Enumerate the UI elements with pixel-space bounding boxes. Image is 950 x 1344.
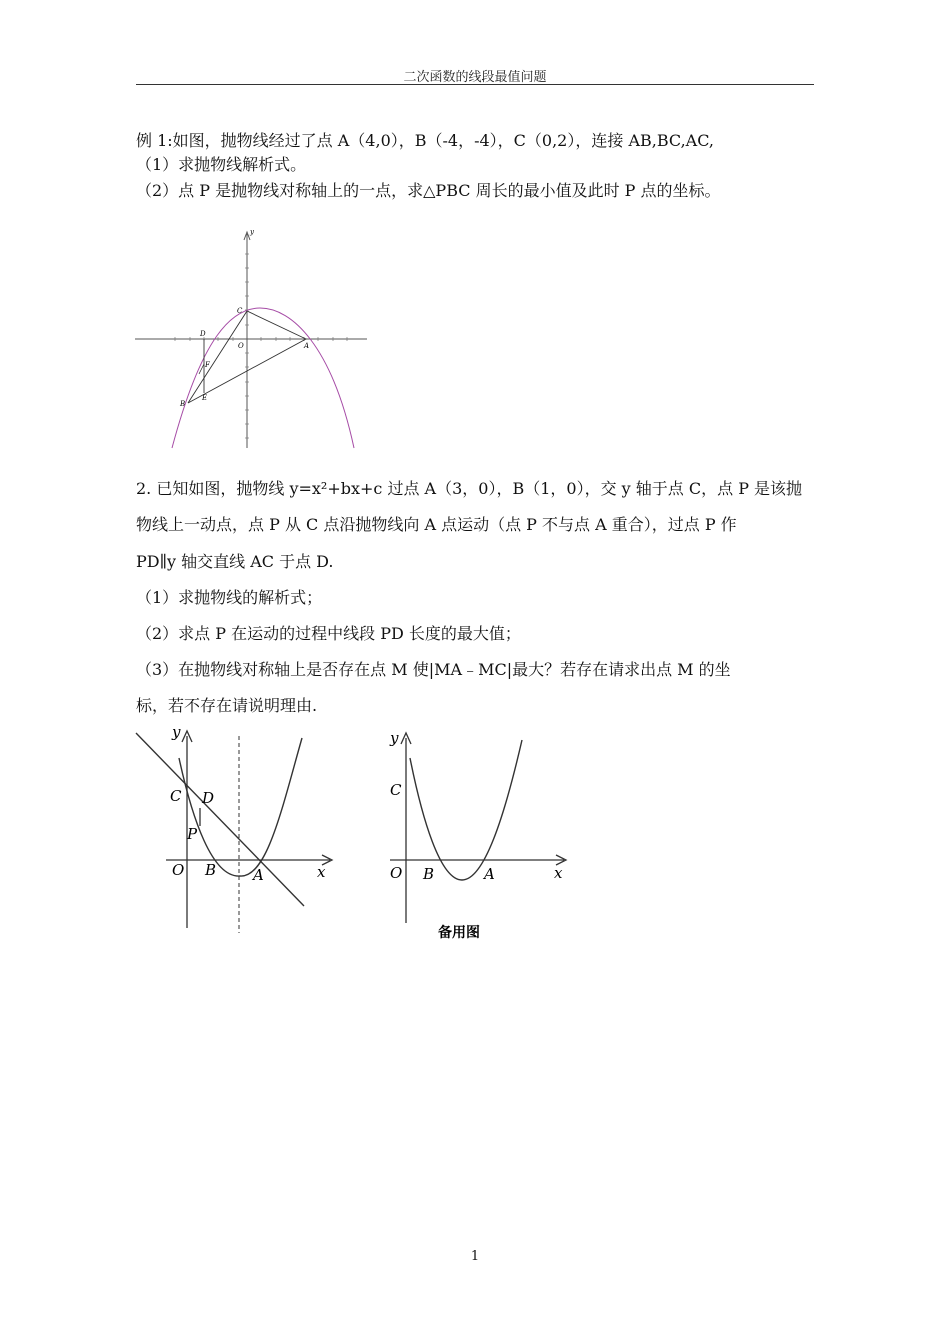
label-x: x — [317, 863, 326, 881]
example2-statement-line3: PD∥y 轴交直线 AC 于点 D. — [136, 552, 334, 571]
label-a: A — [304, 342, 310, 350]
parabola — [179, 738, 302, 876]
label-c: C — [390, 781, 402, 799]
example2-figure-spare — [382, 718, 582, 948]
example2-question3-line2: 标，若不存在请说明理由. — [136, 696, 318, 715]
spare-figure-caption: 备用图 — [438, 925, 480, 941]
example2-question1: （1）求抛物线的解析式； — [136, 588, 323, 607]
label-a: A — [484, 865, 495, 883]
header-divider — [136, 84, 814, 85]
label-b: B — [205, 861, 217, 879]
header-title: 二次函数的线段最值问题 — [403, 70, 547, 85]
label-d: D — [202, 789, 215, 807]
label-o: O — [390, 864, 403, 882]
label-a: A — [253, 866, 264, 884]
label-o: O — [172, 861, 185, 879]
label-c: C — [237, 307, 243, 315]
label-x: x — [554, 864, 563, 882]
label-e: E — [202, 394, 208, 402]
label-y: y — [390, 729, 399, 747]
example2-statement-line2: 物线上一动点，点 P 从 C 点沿抛物线向 A 点运动（点 P 不与点 A 重合），过点 P 作 — [136, 515, 737, 534]
example1-statement: 例 1:如图，抛物线经过了点 A（4,0），B（-4，-4），C（0,2），连接 AB,BC,AC, — [136, 131, 714, 150]
page-number: 1 — [470, 1249, 480, 1264]
label-y: y — [172, 723, 181, 741]
example2-question2: （2）求点 P 在运动的过程中线段 PD 长度的最大值； — [136, 624, 521, 643]
label-c: C — [170, 787, 182, 805]
label-y: y — [250, 228, 254, 236]
example1-figure — [132, 226, 372, 452]
parabola — [410, 740, 522, 880]
parabola — [172, 308, 354, 448]
example2-statement-line1: 2. 已知如图，抛物线 y=x²+bx+c 过点 A（3，0），B（1，0），交 y 轴于点 C，点 P 是该抛 — [136, 479, 803, 498]
example2-figure-main — [132, 718, 342, 938]
label-o: O — [238, 342, 244, 350]
example1-question2: （2）点 P 是抛物线对称轴上的一点，求△PBC 周长的最小值及此时 P 点的坐标。 — [136, 181, 721, 200]
label-b: B — [423, 865, 435, 883]
example1-question1: （1）求抛物线解析式。 — [136, 155, 307, 174]
label-p: P — [187, 825, 198, 843]
label-f: F — [205, 361, 210, 369]
example2-question3-line1: （3）在抛物线对称轴上是否存在点 M 使|MA﹣MC|最大？若存在请求出点 M 的坐 — [136, 660, 731, 679]
label-b: B — [180, 400, 186, 408]
label-d: D — [200, 330, 206, 338]
